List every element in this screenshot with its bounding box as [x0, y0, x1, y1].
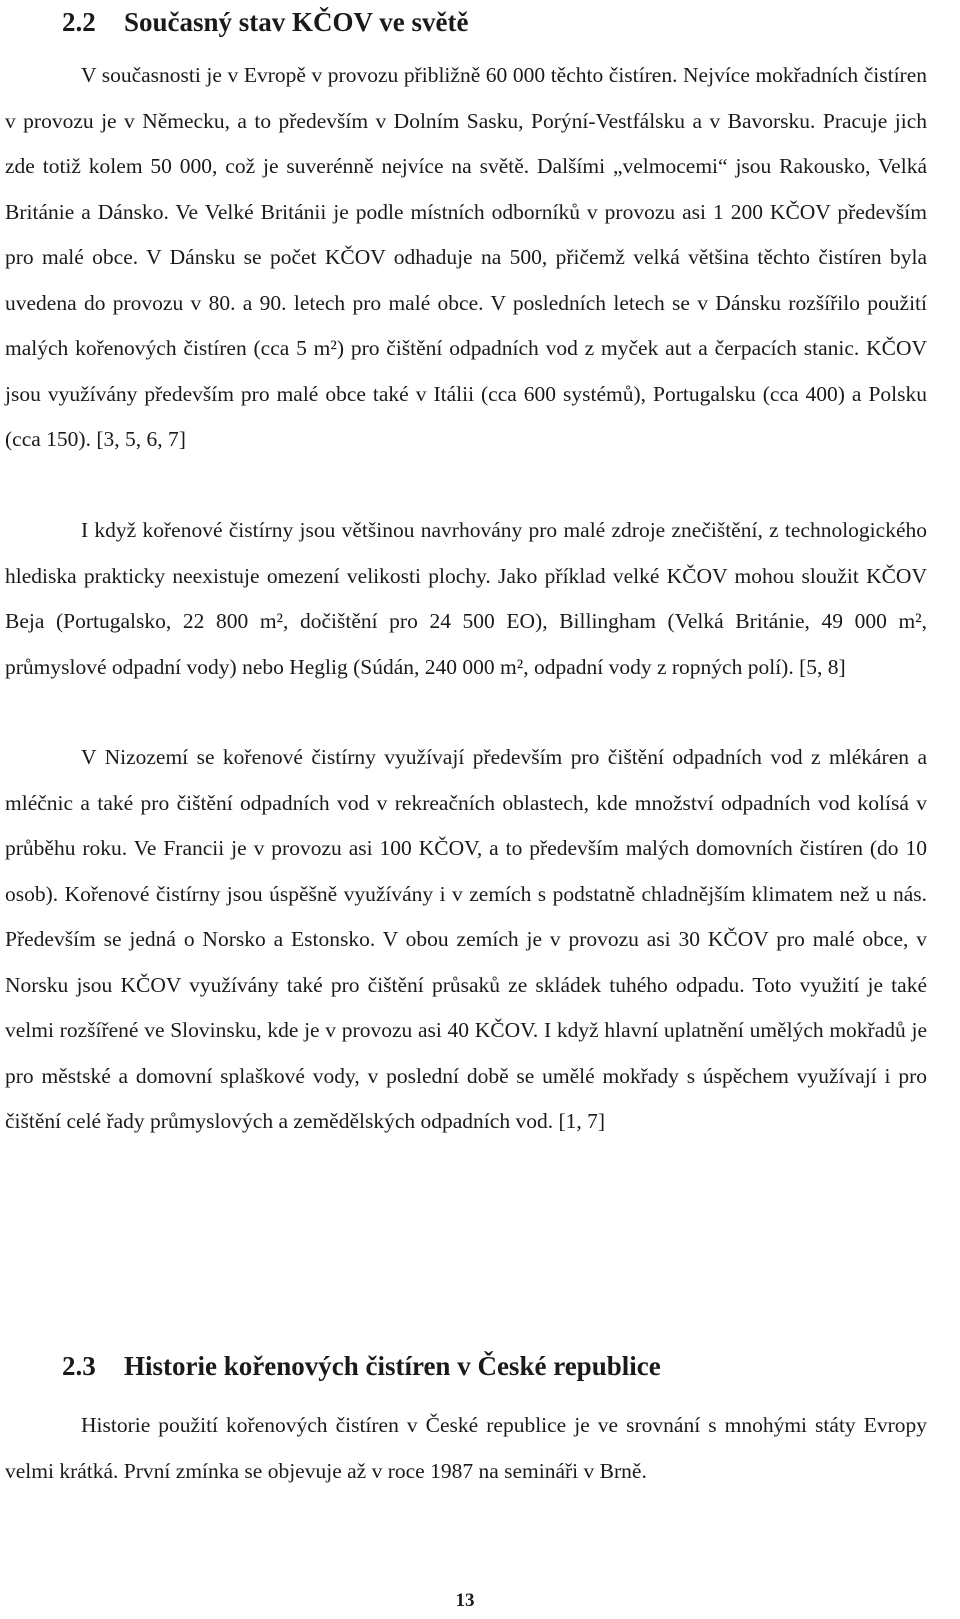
paragraph-3: V Nizozemí se kořenové čistírny využívají především pro čištění odpadních vod z mlékáren a mléčnic a také pro čištění odpadních vod v rekreačních oblastech, kde množství odpadních vod kolísá v průběhu roku. Ve Francii je v provozu asi 100 KČOV, a to především malých domovních čistíren (do 10 osob). Kořenové čistírny jsou úspěšně využívány i v zemích s podstatně chladnějším klimatem než u nás. Především se jedná o Norsko a Estonsko. V obou zemích je v provozu asi 30 KČOV pro malé obce, v Norsku jsou KČOV využívány také pro čištění průsaků ze skládek tuhého odpadu. Toto využití je také velmi rozšířené ve Slovinsku, kde je v provozu asi 40 KČOV. I když hlavní uplatnění umělých mokřadů je pro městské a domovní splaškové vody, v poslední době se umělé mokřady s úspěchem využívají i pro čištění celé řady průmyslových a zemědělských odpadních vod. [1, 7] — [5, 745, 927, 1133]
section-heading-2-3 — [62, 1350, 661, 1382]
section-number: 2.3 — [62, 1351, 96, 1381]
page-number: 13 — [455, 1590, 475, 1611]
section-title: Současný stav KČOV ve světě — [124, 7, 469, 37]
paragraph-1: V současnosti je v Evropě v provozu přibližně 60 000 těchto čistíren. Nejvíce mokřadních čistíren v provozu je v Německu, a to především v Dolním Sasku, Porýní-Vestfálsku a v Bavorsku. Pracuje jich zde totiž kolem 50 000, což je suverénně nejvíce na světě. Dalšími „velmocemi“ jsou Rakousko, Velká Británie a Dánsko. Ve Velké Británii je podle místních odborníků v provozu asi 1 200 KČOV především pro malé obce. V Dánsku se počet KČOV odhaduje na 500, přičemž velká většina těchto čistíren byla uvedena do provozu v 80. a 90. letech pro malé obce. V posledních letech se v Dánsku rozšířilo použití malých kořenových čistíren (cca 5 m²) pro čištění odpadních vod z myček aut a čerpacích stanic. KČOV jsou využívány především pro malé obce také v Itálii (cca 600 systémů), Portugalsku (cca 400) a Polsku (cca 150). [3, 5, 6, 7] — [5, 63, 927, 451]
section-number: 2.2 — [62, 7, 96, 37]
paragraph-4: Historie použití kořenových čistíren v České republice je ve srovnání s mnohými státy Evropy velmi krátká. První zmínka se objevuje až v roce 1987 na semináři v Brně. — [5, 1413, 927, 1483]
paragraph-2: I když kořenové čistírny jsou většinou navrhovány pro malé zdroje znečištění, z technologického hlediska prakticky neexistuje omezení velikosti plochy. Jako příklad velké KČOV mohou sloužit KČOV Beja (Portugalsko, 22 800 m², dočištění pro 24 500 EO), Billingham (Velká Británie, 49 000 m², průmyslové odpadní vody) nebo Heglig (Súdán, 240 000 m², odpadní vody z ropných polí). [5, 8] — [5, 518, 927, 679]
section-heading-2-2 — [62, 6, 469, 38]
section-title: Historie kořenových čistíren v České republice — [124, 1351, 661, 1381]
